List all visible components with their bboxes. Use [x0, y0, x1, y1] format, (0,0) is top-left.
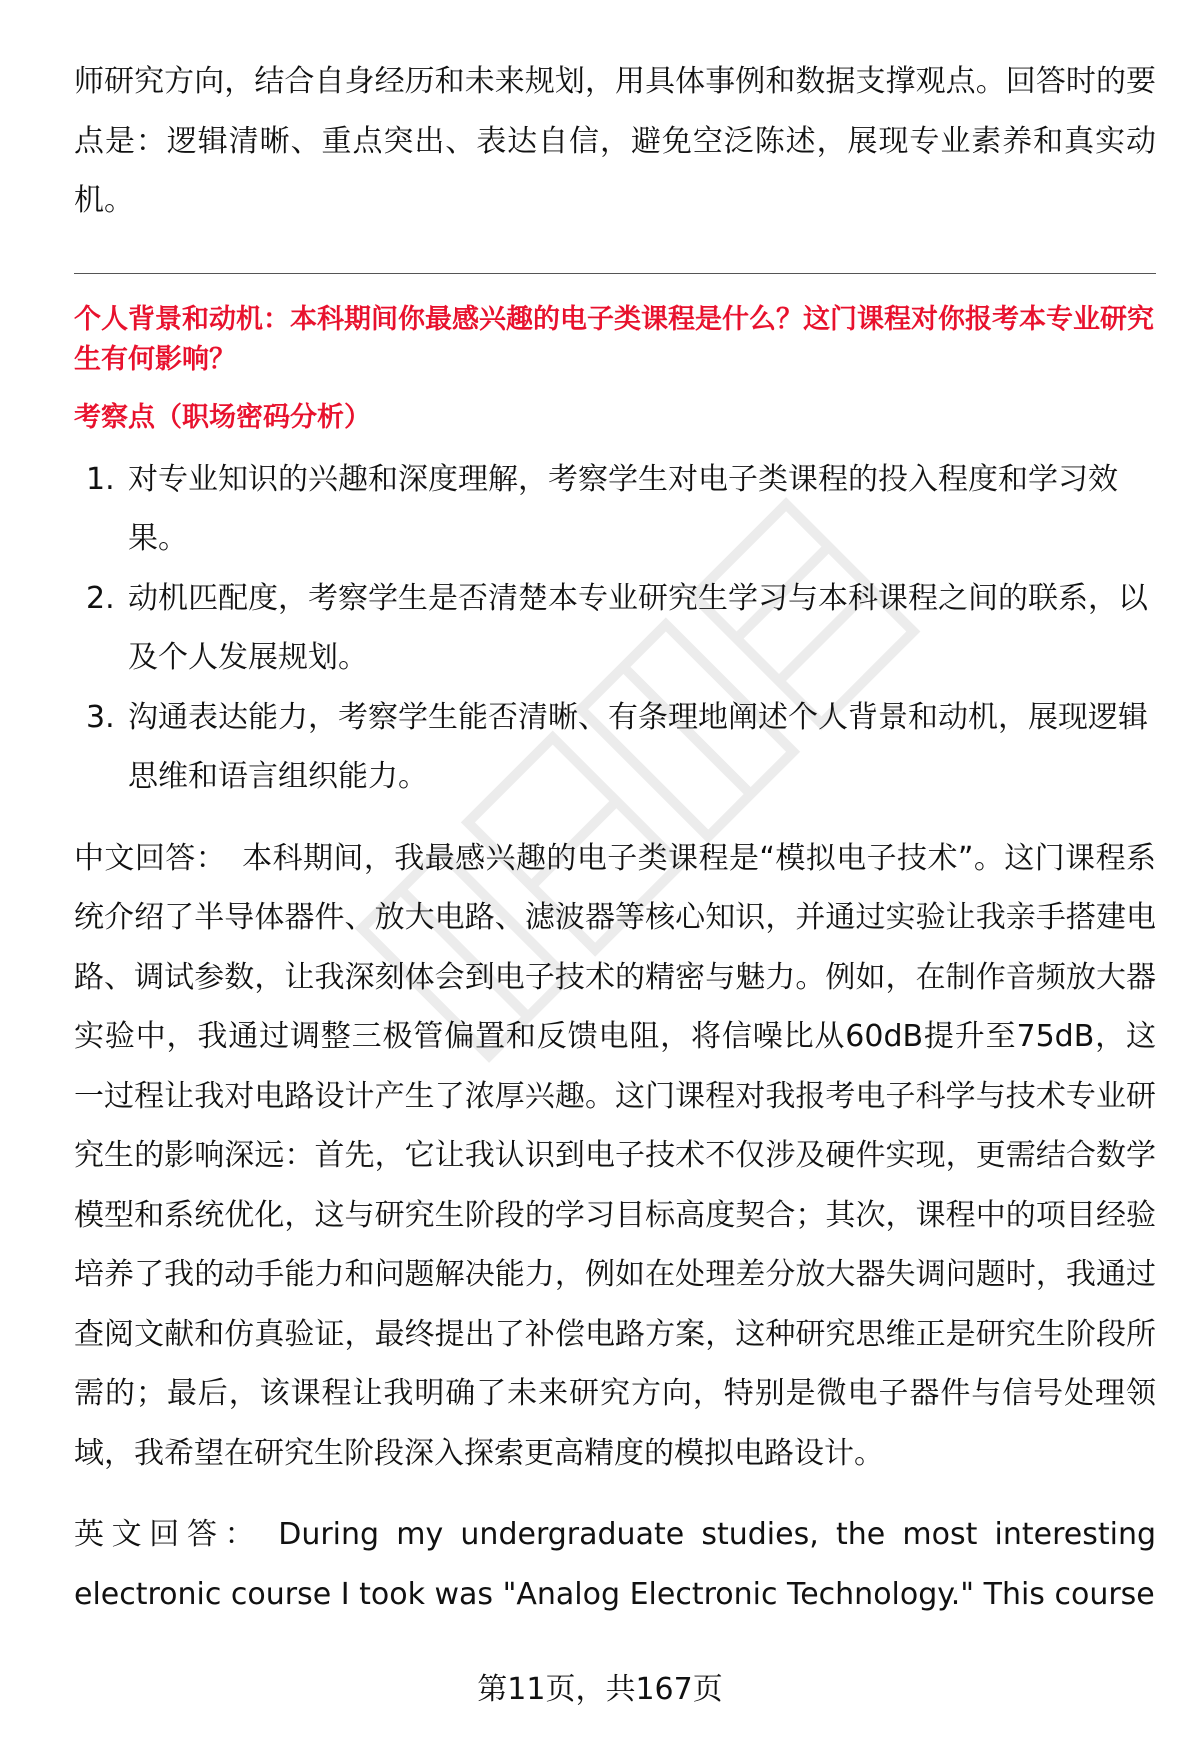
list-text: 沟通表达能力，考察学生能否清晰、有条理地阐述个人背景和动机，展现逻辑思维和语言组织能力。 [128, 699, 1148, 794]
english-answer-text: During my undergraduate studies, the most interesting electronic course I took was "Analog Electronic Technology." This course [74, 1517, 1156, 1612]
points-title: 考察点（职场密码分析） [74, 401, 371, 433]
question-heading: 个人背景和动机：本科期间你最感兴趣的电子类课程是什么？这门课程对你报考本专业研究生有何影响？ [74, 303, 1154, 375]
list-item [74, 688, 1156, 807]
main-content [74, 52, 1156, 1624]
list-number: 1. [86, 461, 115, 497]
list-item [74, 450, 1156, 569]
page-number-footer: 第11页，共167页 [477, 1672, 723, 1707]
list-text: 动机匹配度，考察学生是否清楚本专业研究生学习与本科课程之间的联系，以及个人发展规划。 [128, 580, 1148, 675]
points-list [74, 450, 1156, 807]
list-number: 2. [86, 580, 115, 616]
list-number: 3. [86, 699, 115, 735]
english-answer [74, 1505, 1156, 1624]
intro-paragraph: 师研究方向，结合自身经历和未来规划，用具体事例和数据支撑观点。回答时的要点是：逻辑清晰、重点突出、表达自信，避免空泛陈述，展现专业素养和真实动机。 [74, 64, 1156, 218]
section-divider [74, 273, 1156, 274]
english-answer-label: 英文回答： [74, 1517, 263, 1552]
chinese-answer [74, 829, 1156, 1484]
list-text: 对专业知识的兴趣和深度理解，考察学生对电子类课程的投入程度和学习效果。 [128, 461, 1118, 556]
list-item [74, 569, 1156, 688]
chinese-answer-text: 本科期间，我最感兴趣的电子类课程是“模拟电子技术”。这门课程系统介绍了半导体器件、放大电路、滤波器等核心知识，并通过实验让我亲手搭建电路、调试参数，让我深刻体会到电子技术的精密与魅力。例如，在制作音频放大器实验中，我通过调整三极管偏置和反馈电阻，将信噪比从60dB提升至75dB，这一过程让我对电路设计产生了浓厚兴趣。这门课程对我报考电子科学与技术专业研究生的影响深远：首先，它让我认识到电子技术不仅涉及硬件实现，更需结合数学模型和系统优化，这与研究生阶段的学习目标高度契合；其次，课程中的项目经验培养了我的动手能力和问题解决能力，例如在处理差分放大器失调问题时，我通过查阅文献和仿真验证，最终提出了补偿电路方案，这种研究思维正是研究生阶段所需的；最后，该课程让我明确了未来研究方向，特别是微电子器件与信号处理领域，我希望在研究生阶段深入探索更高精度的模拟电路设计。 [74, 840, 1157, 1471]
chinese-answer-label: 中文回答： [74, 840, 227, 876]
